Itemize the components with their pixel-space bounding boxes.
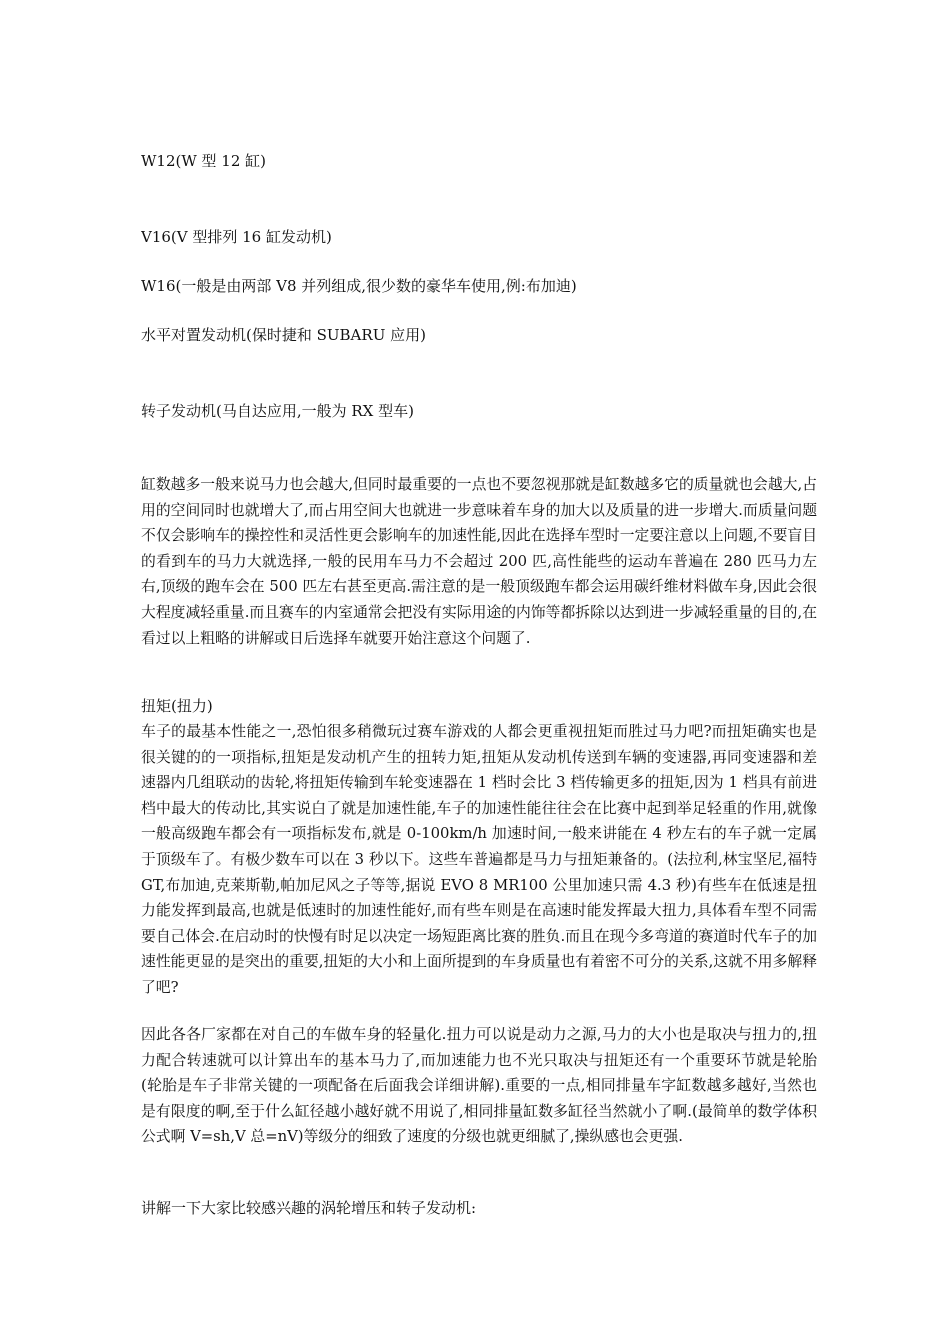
paragraph-turbo-intro: 讲解一下大家比较感兴趣的涡轮增压和转子发动机: [141,1199,477,1217]
list-item-w16: W16(一般是由两部 V8 并列组成,很少数的豪华车使用,例:布加迪) [141,277,577,295]
paragraph-lightweight: 因此各各厂家都在对自己的车做车身的轻量化.扭力可以说是动力之源,马力的大小也是取决与扭力的,扭力配合转速就可以计算出车的基本马力了,而加速能力也不光只取决与扭矩还有一个重要环节就是轮胎(轮胎是车子非常关键的一项配备在后面我会详细讲解).重要的一点,相同排量车字缸数越多越好,当然也是有限度的啊,至于什么缸径越小越好就不用说了,相同排量缸数多缸径当然就小了啊.(最简单的数学体积公式啊 V=sh,V 总=nV)等级分的细致了速度的分级也就更细腻了,操纵感也会更强. [141,1026,817,1146]
list-item-rotary: 转子发动机(马自达应用,一般为 RX 型车) [141,402,414,420]
list-item-v16: V16(V 型排列 16 缸发动机) [141,228,332,246]
list-item-boxer: 水平对置发动机(保时捷和 SUBARU 应用) [141,326,426,344]
list-item-w12: W12(W 型 12 缸) [141,152,267,170]
paragraph-cylinders: 缸数越多一般来说马力也会越大,但同时最重要的一点也不要忽视那就是缸数越多它的质量就也会越大,占用的空间同时也就增大了,而占用空间大也就进一步意味着车身的加大以及质量的进一步增大.而质量问题不仅会影响车的操控性和灵活性更会影响车的加速性能,因此在选择车型时一定要注意以上问题,不要盲目的看到车的马力大就选择,一般的民用车马力不会超过 200 匹,高性能些的运动车普遍在 280 匹马力左右,顶级的跑车会在 500 匹左右甚至更高.需注意的是一般顶级跑车都会运用碳纤维材料做车身,因此会很大程度减轻重量.而且赛车的内室通常会把没有实际用途的内饰等都拆除以达到进一步减轻重量的目的,在看过以上粗略的讲解或日后选择车就要开始注意这个问题了. [141,476,817,647]
paragraph-torque: 车子的最基本性能之一,恐怕很多稍微玩过赛车游戏的人都会更重视扭矩而胜过马力吧?而扭矩确实也是很关键的的一项指标,扭矩是发动机产生的扭转力矩,扭矩从发动机传送到车辆的变速器,再同变速器和差速器内几组联动的齿轮,将扭矩传输到车轮变速器在 1 档时会比 3 档传输更多的扭矩,因为 1 档具有前进档中最大的传动比,其实说白了就是加速性能,车子的加速性能往往会在比赛中起到举足轻重的作用,就像一般高级跑车都会有一项指标发布,就是 0-100km/h 加速时间,一般来讲能在 4 秒左右的车子就一定属于顶级车了。有极少数车可以在 3 秒以下。这些车普遍都是马力与扭矩兼备的。(法拉利,林宝坚尼,福特 GT,布加迪,克莱斯勒,帕加尼风之子等等,据说 EVO 8 MR100 公里加速只需 4.3 秒)有些车在低速是扭力能发挥到最高,也就是低速时的加速性能好,而有些车则是在高速时能发挥最大扭力,具体看车型不同需要自己体会.在启动时的快慢有时足以决定一场短距离比赛的胜负.而且在现今多弯道的赛道时代车子的加速性能更显的是突出的重要,扭矩的大小和上面所提到的车身质量也有着密不可分的关系,这就不用多解释了吧? [141,723,817,996]
section-heading-torque: 扭矩(扭力) [141,697,213,715]
